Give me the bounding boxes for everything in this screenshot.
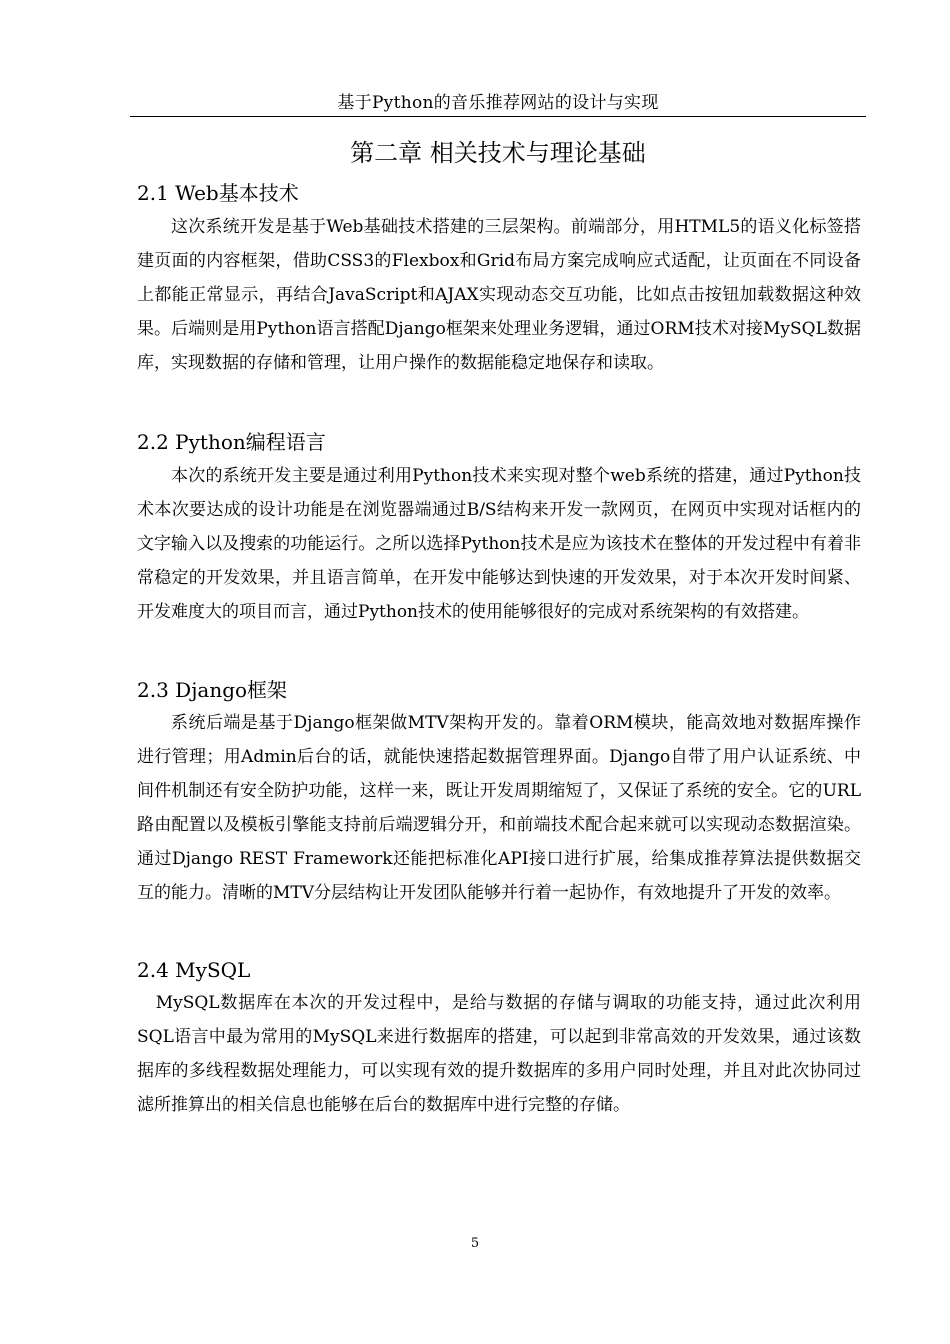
section-paragraph-2-3: 系统后端是基于Django框架做MTV架构开发的。靠着ORM模块，能高效地对数据库操作进行管理；用Admin后台的话，就能快速搭起数据管理界面。Django自带了用户认证系统、中间件机制还有安全防护功能，这样一来，既让开发周期缩短了，又保证了系统的安全。它的URL路由配置以及模板引擎能支持前后端逻辑分开，和前端技术配合起来就可以实现动态数据渲染。通过Django REST Framework还能把标准化API接口进行扩展，给集成推荐算法提供数据交互的能力。清晰的MTV分层结构让开发团队能够并行着一起协作，有效地提升了开发的效率。 [137, 713, 861, 903]
running-header: 基于Python的音乐推荐网站的设计与实现 [337, 93, 659, 113]
chapter-title: 第二章 相关技术与理论基础 [350, 139, 646, 167]
section-paragraph-2-2: 本次的系统开发主要是通过利用Python技术来实现对整个web系统的搭建，通过Python技术本次要达成的设计功能是在浏览器端通过B/S结构来开发一款网页，在网页中实现对话框内的文字输入以及搜索的功能运行。之所以选择Python技术是应为该技术在整体的开发过程中有着非常稳定的开发效果，并且语言简单，在开发中能够达到快速的开发效果，对于本次开发时间紧、开发难度大的项目而言，通过Python技术的使用能够很好的完成对系统架构的有效搭建。 [137, 466, 861, 622]
section-heading-2-1: 2.1 Web基本技术 [137, 181, 299, 205]
section-heading-2-2: 2.2 Python编程语言 [137, 430, 326, 454]
section-heading-2-3: 2.3 Django框架 [137, 678, 288, 702]
section-paragraph-2-1: 这次系统开发是基于Web基础技术搭建的三层架构。前端部分，用HTML5的语义化标签搭建页面的内容框架，借助CSS3的Flexbox和Grid布局方案完成响应式适配，让页面在不同设备上都能正常显示，再结合JavaScript和AJAX实现动态交互功能，比如点击按钮加载数据这种效果。后端则是用Python语言搭配Django框架来处理业务逻辑，通过ORM技术对接MySQL数据库，实现数据的存储和管理，让用户操作的数据能稳定地保存和读取。 [137, 217, 861, 373]
page-number: 5 [470, 1236, 480, 1251]
section-heading-2-4: 2.4 MySQL [137, 958, 251, 982]
section-paragraph-2-4: MySQL数据库在本次的开发过程中，是给与数据的存储与调取的功能支持，通过此次利用SQL语言中最为常用的MySQL来进行数据库的搭建，可以起到非常高效的开发效果，通过该数据库的多线程数据处理能力，可以实现有效的提升数据库的多用户同时处理，并且对此次协同过滤所推算出的相关信息也能够在后台的数据库中进行完整的存储。 [137, 993, 861, 1115]
header-rule [130, 116, 866, 117]
